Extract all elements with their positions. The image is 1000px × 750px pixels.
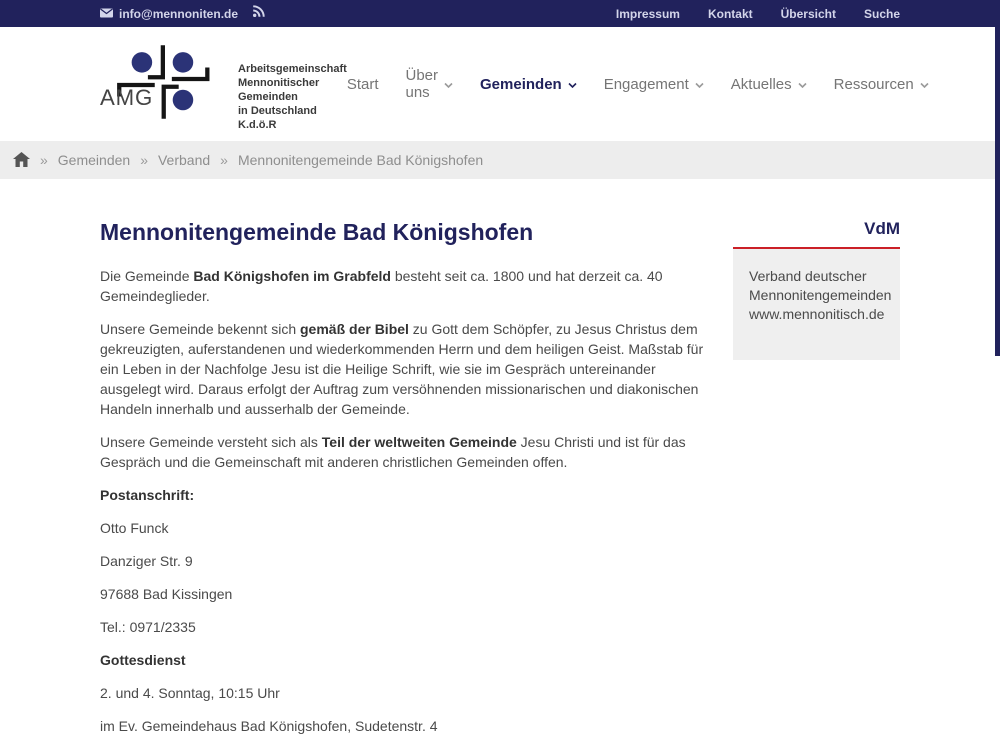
logo-line-1: Arbeitsgemeinschaft (238, 63, 347, 75)
breadcrumb-separator: » (140, 152, 148, 168)
main-area (100, 179, 900, 749)
nav-item-gemeinden[interactable] (480, 76, 577, 93)
paragraph: Unsere Gemeinde bekennt sich gemäß der Bibel zu Gott dem Schöpfer, zu Jesus Christus dem gekreuzigten, auferstandenen und wiederkommenden Herrn und dem heiligen Geist. Maßstab für ein Leben in der Nachfolge Jesu ist die Heilige Schrift, wie sie im Gespräch untereinander ausgelegt wird. Daraus erfolgt der Auftrag zum versöhnenden missionarischen und diakonischen Handeln innerhalb und ausserhalb der Gemeinde. (100, 321, 704, 417)
paragraph: Danziger Str. 9 (100, 553, 193, 569)
nav-item-ueber-uns[interactable] (406, 67, 454, 101)
email-label: info@mennoniten.de (119, 6, 239, 21)
nav-label: Ressourcen (833, 75, 914, 93)
chevron-down-icon (695, 82, 704, 89)
email-link[interactable] (100, 7, 238, 21)
paragraph: im Ev. Gemeindehaus Bad Königshofen, Sudetenstr. 4 (100, 718, 438, 734)
paragraph: Die Gemeinde Bad Königshofen im Grabfeld besteht seit ca. 1800 und hat derzeit ca. 40 Gemeindeglieder. (100, 268, 663, 304)
sidebar (733, 219, 900, 749)
amg-logo[interactable] (100, 36, 347, 132)
breadcrumb-gemeinden[interactable]: Gemeinden (57, 152, 131, 168)
paragraph: 2. und 4. Sonntag, 10:15 Uhr (100, 685, 280, 701)
paragraph: Otto Funck (100, 520, 169, 536)
chevron-down-icon (798, 82, 807, 89)
home-icon[interactable] (13, 152, 30, 167)
topbar-link-kontakt[interactable]: Kontakt (707, 6, 753, 21)
vdm-website-link[interactable]: www.mennonitisch.de (749, 306, 885, 322)
rss-icon[interactable] (252, 5, 265, 23)
paragraph: Gottesdienst (100, 652, 186, 668)
article (100, 219, 712, 749)
amg-cross-logo-icon (100, 45, 230, 124)
breadcrumb-separator: » (40, 152, 48, 168)
nav-label: Start (346, 75, 379, 93)
nav-label: Über uns (405, 67, 439, 101)
paragraph: 97688 Bad Kissingen (100, 586, 233, 602)
chevron-down-icon (444, 82, 453, 89)
logo-wordmark (238, 36, 347, 132)
nav-label: Gemeinden (480, 75, 562, 93)
site-header (0, 27, 1000, 141)
page-title: Mennonitengemeinde Bad Königshofen (100, 219, 534, 245)
topbar-link-impressum[interactable]: Impressum (615, 6, 680, 21)
article-body (100, 266, 712, 736)
paragraph: Tel.: 0971/2335 (100, 619, 196, 635)
breadcrumb (0, 141, 1000, 179)
sidebar-vdm-box (733, 249, 900, 360)
nav-item-engagement[interactable] (604, 76, 704, 93)
topbar-link-suche[interactable]: Suche (863, 6, 900, 21)
nav-item-ressourcen[interactable] (834, 76, 929, 93)
main-nav (347, 67, 929, 101)
breadcrumb-separator: » (220, 152, 228, 168)
paragraph: Unsere Gemeinde versteht sich als Teil der weltweiten Gemeinde Jesu Christi und ist für das Gespräch und die Gemeinschaft mit anderen christlichen Gemeinden offen. (100, 434, 686, 470)
chevron-down-icon (568, 82, 577, 89)
logo-line-3: in Deutschland K.d.ö.R (238, 105, 317, 131)
svg-text:AMG: AMG (100, 84, 154, 110)
nav-label: Aktuelles (730, 75, 792, 93)
topbar (0, 0, 1000, 27)
envelope-icon (100, 7, 113, 21)
nav-label: Engagement (603, 75, 689, 93)
breadcrumb-verband[interactable]: Verband (157, 152, 211, 168)
nav-item-start[interactable] (347, 76, 379, 93)
vdm-line-1: Verband deutscher (749, 268, 867, 284)
breadcrumb-current-page: Mennonitengemeinde Bad Königshofen (237, 152, 484, 168)
paragraph: Postanschrift: (100, 487, 195, 503)
logo-line-2: Mennonitischer Gemeinden (238, 77, 320, 103)
nav-item-aktuelles[interactable] (731, 76, 807, 93)
vdm-line-2: Mennonitengemeinden (749, 287, 892, 303)
sidebar-title: VdM (733, 219, 900, 249)
topbar-link-uebersicht[interactable]: Übersicht (780, 6, 836, 21)
chevron-down-icon (920, 82, 929, 89)
scrollbar-thumb[interactable] (995, 0, 1000, 356)
